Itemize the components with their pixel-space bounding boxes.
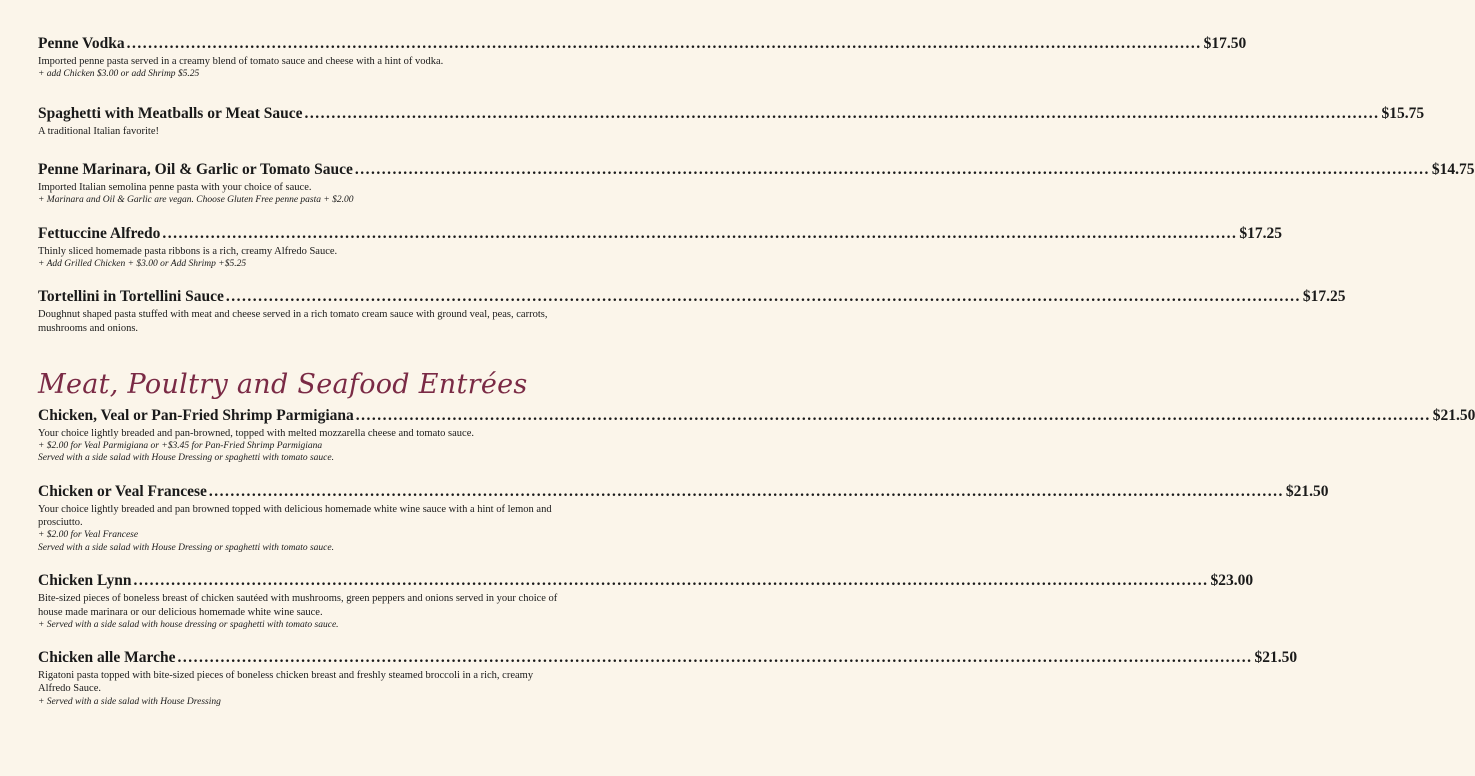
item-description: Rigatoni pasta topped with bite-sized pieces of boneless chicken breast and freshly steamed broccoli in a rich, creamy Alfredo Sauce. (38, 670, 534, 695)
item-description: Thinly sliced homemade pasta ribbons is a rich, creamy Alfredo Sauce. (38, 245, 338, 257)
leader-dots: ........................................................................................................................................................................................................ (355, 406, 1431, 424)
item-price: $15.75 (1381, 104, 1425, 122)
item-price: $14.75 (1431, 160, 1475, 178)
item-name: Chicken or Veal Francese (38, 482, 207, 500)
item-note: + Served with a side salad with house dressing or spaghetti with tomato sauce. (38, 619, 339, 630)
item-description: Imported penne pasta served in a creamy blend of tomato sauce and cheese with a hint of vodka. (38, 56, 444, 67)
menu-item (38, 104, 1425, 138)
item-note: Served with a side salad with House Dressing or spaghetti with tomato sauce. (38, 542, 334, 553)
item-price: $17.25 (1302, 288, 1346, 306)
leader-dots: ........................................................................................................................................................................................................ (162, 224, 1238, 242)
item-description: Your choice lightly breaded and pan-browned, topped with melted mozzarella cheese and tomato sauce. (38, 427, 474, 439)
item-name: Penne Marinara, Oil & Garlic or Tomato Sauce (38, 160, 353, 178)
item-price: $23.00 (1210, 572, 1254, 590)
menu-item (38, 648, 1298, 708)
item-description: A traditional Italian favorite! (38, 125, 159, 137)
leader-dots: ........................................................................................................................................................................................................ (354, 160, 1430, 178)
item-note: + Add Grilled Chicken + $3.00 or Add Shrimp +$5.25 (38, 258, 247, 269)
item-description: Bite-sized pieces of boneless breast of chicken sautéed with mushrooms, green peppers and onions served in your choice of house made marinara or our delicious homemade white wine sauce. (38, 593, 558, 618)
item-note: + Served with a side salad with House Dressing (38, 696, 221, 707)
item-name: Spaghetti with Meatballs or Meat Sauce (38, 104, 303, 122)
item-note: + $2.00 for Veal Francese (38, 530, 139, 541)
item-name: Chicken, Veal or Pan-Fried Shrimp Parmigiana (38, 406, 354, 424)
item-note: + Marinara and Oil & Garlic are vegan. Choose Gluten Free penne pasta + $2.00 (38, 195, 354, 206)
item-price: $21.50 (1254, 649, 1298, 667)
menu-item (38, 34, 1247, 81)
item-description: Doughnut shaped pasta stuffed with meat and cheese served in a rich tomato cream sauce with ground veal, peas, carrots, mushrooms and onions. (38, 309, 548, 334)
item-note: + add Chicken $3.00 or add Shrimp $5.25 (38, 69, 200, 80)
menu-item (38, 571, 1254, 631)
leader-dots: ........................................................................................................................................................................................................ (133, 572, 1209, 590)
item-name: Chicken Lynn (38, 572, 132, 590)
menu-item (38, 406, 1475, 465)
section-heading: Meat, Poultry and Seafood Entrées (38, 368, 528, 400)
item-name: Penne Vodka (38, 35, 125, 52)
leader-dots: ........................................................................................................................................................................................................ (177, 649, 1253, 667)
item-name: Tortellini in Tortellini Sauce (38, 288, 224, 306)
item-note: Served with a side salad with House Dressing or spaghetti with tomato sauce. (38, 453, 334, 464)
menu-item (38, 482, 1329, 554)
item-name: Chicken alle Marche (38, 649, 176, 667)
leader-dots: ........................................................................................................................................................................................................ (208, 482, 1284, 500)
item-note: + $2.00 for Veal Parmigiana or +$3.45 for Pan-Fried Shrimp Parmigiana (38, 440, 323, 451)
leader-dots: ........................................................................................................................................................................................................ (126, 35, 1202, 52)
item-description: Imported Italian semolina penne pasta with your choice of sauce. (38, 181, 312, 193)
item-price: $17.50 (1203, 35, 1247, 52)
item-description: Your choice lightly breaded and pan browned topped with delicious homemade white wine sauce with a hint of lemon and prosciutto. (38, 503, 552, 529)
menu-page (38, 34, 1475, 708)
item-price: $21.50 (1285, 482, 1329, 500)
leader-dots: ........................................................................................................................................................................................................ (304, 104, 1380, 122)
menu-item (38, 160, 1475, 207)
menu-item (38, 287, 1346, 334)
item-price: $17.25 (1239, 224, 1283, 242)
item-price: $21.50 (1432, 406, 1475, 424)
menu-item (38, 224, 1283, 271)
leader-dots: ........................................................................................................................................................................................................ (225, 288, 1301, 306)
item-name: Fettuccine Alfredo (38, 224, 161, 242)
